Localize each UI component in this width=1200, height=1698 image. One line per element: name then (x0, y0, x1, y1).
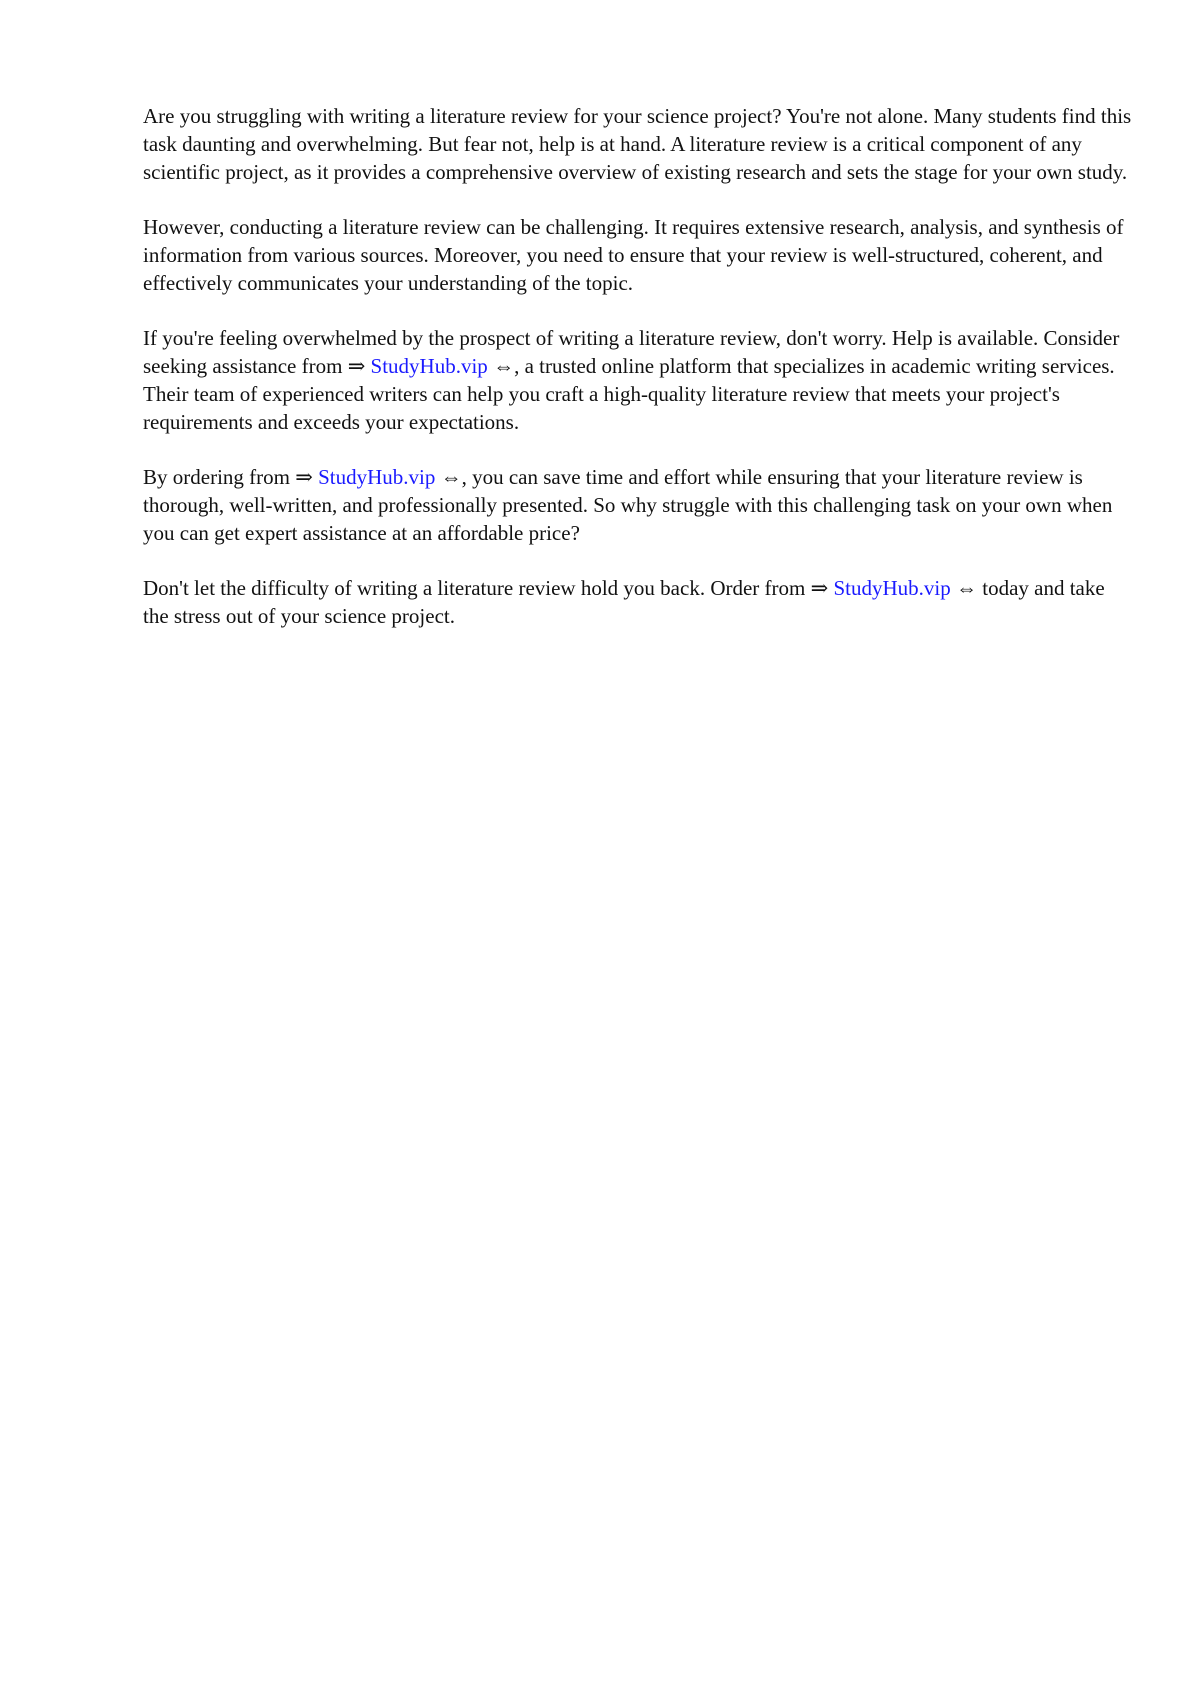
document-body (143, 102, 1133, 657)
paragraph-ordering-text-before: By ordering from ⇒ (143, 465, 319, 489)
paragraph-assistance-text-after: ⇔, a trusted online platform that specializes in academic writing services. Their team of experienced writers can help you craft a high-quality literature review that meets your project's requirements and exceeds your expectations. (143, 354, 1115, 434)
paragraph-closing (143, 574, 1133, 630)
paragraph-assistance (143, 324, 1133, 436)
paragraph-intro (143, 102, 1133, 186)
paragraph-ordering (143, 463, 1133, 547)
paragraph-closing-text-after: ⇔ today and take the stress out of your science project. (143, 576, 1105, 628)
paragraph-assistance-text-before: If you're feeling overwhelmed by the prospect of writing a literature review, don't worry. Help is available. Consider seeking assistance from ⇒ (143, 326, 1120, 378)
studyhub-link[interactable]: StudyHub.vip (370, 354, 488, 378)
paragraph-intro-text: Are you struggling with writing a literature review for your science project? You're not alone. Many students find this task daunting and overwhelming. But fear not, help is at hand. A literature review is a critical component of any scientific project, as it provides a comprehensive overview of existing research and sets the stage for your own study. (143, 104, 1132, 184)
studyhub-link[interactable]: StudyHub.vip (833, 576, 951, 600)
paragraph-challenges (143, 213, 1133, 297)
studyhub-link[interactable]: StudyHub.vip (318, 465, 436, 489)
paragraph-challenges-text: However, conducting a literature review can be challenging. It requires extensive research, analysis, and synthesis of information from various sources. Moreover, you need to ensure that your review is well-structured, coherent, and effectively communicates your understanding of the topic. (143, 215, 1124, 295)
paragraph-ordering-text-after: ⇔, you can save time and effort while ensuring that your literature review is thorough, well-written, and professionally presented. So why struggle with this challenging task on your own when you can get expert assistance at an affordable price? (143, 465, 1113, 545)
paragraph-closing-text-before: Don't let the difficulty of writing a literature review hold you back. Order from ⇒ (143, 576, 834, 600)
